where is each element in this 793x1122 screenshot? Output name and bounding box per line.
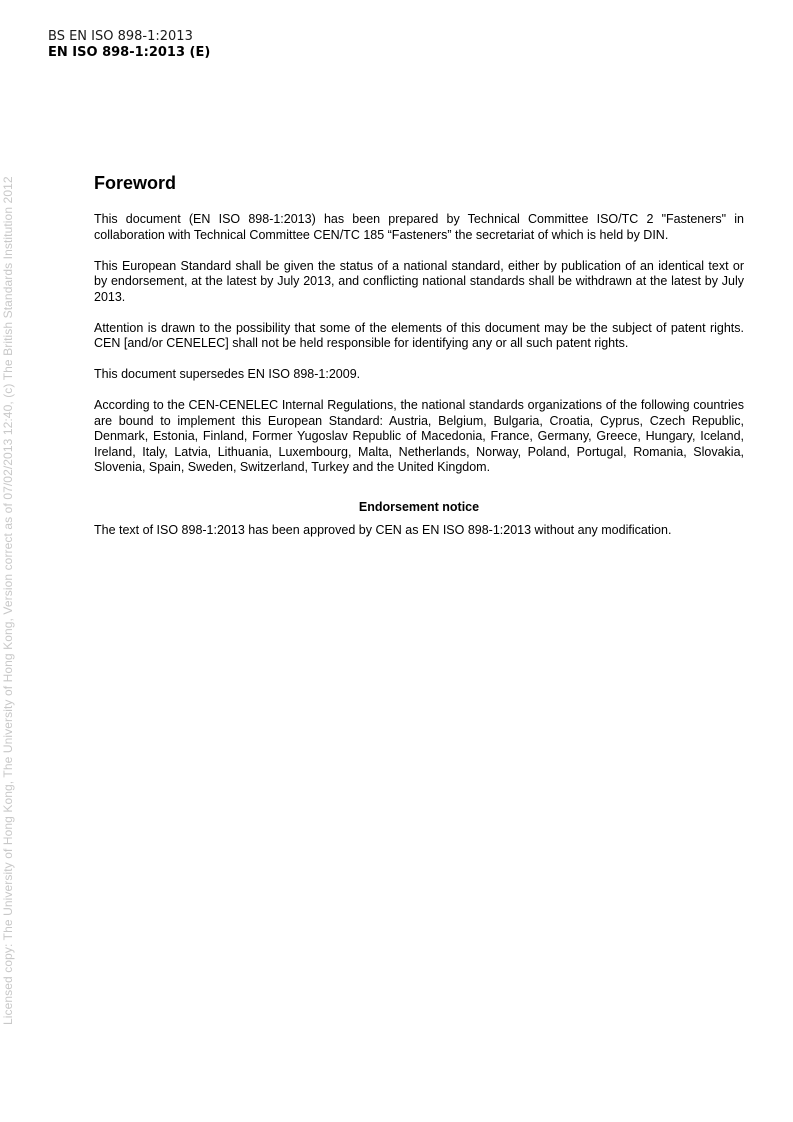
- foreword-paragraph-2: This European Standard shall be given the status of a national standard, either by publication of an identical text or by endorsement, at the latest by July 2013, and conflicting national standards shall be withdrawn at the latest by July 2013.: [94, 258, 744, 304]
- foreword-paragraph-4: This document supersedes EN ISO 898-1:2009.: [94, 367, 361, 381]
- bs-standard-number: BS EN ISO 898-1:2013: [48, 29, 193, 44]
- endorsement-title: Endorsement notice: [358, 499, 480, 514]
- document-body: [94, 172, 744, 554]
- foreword-title: Foreword: [94, 173, 177, 193]
- foreword-paragraph-1: This document (EN ISO 898-1:2013) has been prepared by Technical Committee ISO/TC 2 "Fasteners" in collaboration with Technical Committee CEN/TC 185 “Fasteners” the secretariat of which is held by DIN.: [94, 212, 744, 242]
- foreword-paragraph-5: According to the CEN-CENELEC Internal Regulations, the national standards organizations of the following countries are bound to implement this European Standard: Austria, Belgium, Bulgaria, Croatia, Cyprus, Czech Republic, Denmark, Estonia, Finland, Former Yugoslav Republic of Macedonia, France, Germany, Greece, Hungary, Iceland, Ireland, Italy, Latvia, Lithuania, Luxembourg, Malta, Netherlands, Norway, Poland, Portugal, Romania, Slovakia, Slovenia, Spain, Sweden, Switzerland, Turkey and the United Kingdom.: [94, 398, 744, 474]
- en-standard-number: EN ISO 898-1:2013 (E): [48, 45, 211, 60]
- document-header: [48, 29, 210, 61]
- endorsement-text: The text of ISO 898-1:2013 has been approved by CEN as EN ISO 898-1:2013 without any modification.: [94, 523, 672, 537]
- foreword-paragraph-3: Attention is drawn to the possibility that some of the elements of this document may be the subject of patent rights. CEN [and/or CENELEC] shall not be held responsible for identifying any or all such patent rights.: [94, 320, 744, 350]
- license-watermark: Licensed copy: The University of Hong Kong, The University of Hong Kong, Version correct as of 07/02/2013 12:40, (c) The British Standards Institution 2012: [1, 176, 15, 1025]
